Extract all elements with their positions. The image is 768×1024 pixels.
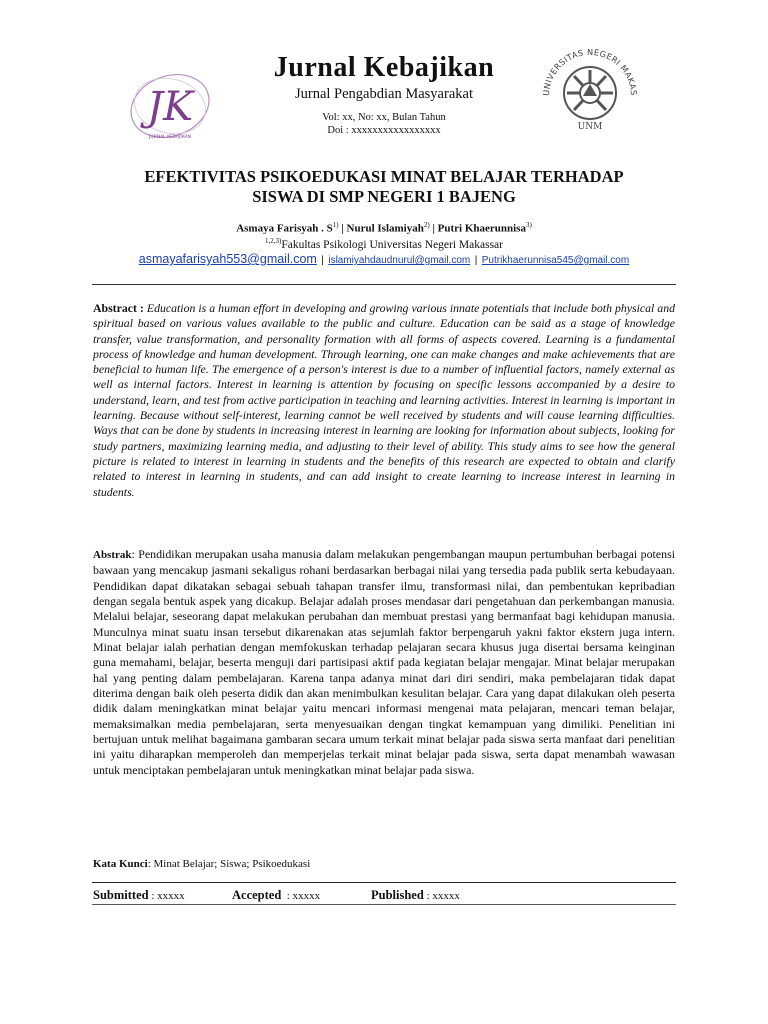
- divider-top: [92, 284, 676, 285]
- keywords-sep: :: [147, 858, 154, 870]
- published-value: : xxxxx: [423, 890, 460, 902]
- author-1-sup: 1): [332, 221, 339, 229]
- journal-logo-text: JK: [147, 84, 193, 130]
- journal-title: Jurnal Kebajikan: [273, 52, 495, 83]
- university-logo-text: UNIVERSITAS NEGERI MAKAS: [540, 46, 640, 97]
- accepted-label: Accepted: [232, 888, 282, 902]
- email-link-1[interactable]: asmayafarisyah553@gmail.com: [138, 252, 317, 266]
- abstract-id-label: Abstrak: [93, 549, 132, 561]
- affiliation-sup: 1,2,3): [264, 237, 282, 245]
- paper-title-line2: SISWA DI SMP NEGERI 1 BAJENG: [252, 187, 516, 206]
- affiliation-text: Fakultas Psikologi Universitas Negeri Makassar: [281, 238, 503, 251]
- keywords-label: Kata Kunci: [93, 858, 148, 870]
- abstract-en-text: Education is a human effort in developing and growing various innate potentials that include both physical and spiritual based on various values available to the public and culture. Education can be said as a stage of knowledge transfer, value transformation, and personality formation with all forms of aspects covered. Learning is a fundamental process of knowledge and human development. Through learning, one can make changes and make achievements that are beneficial to human life. The emergence of a person's interest is due to a number of influential factors, namely external as well as internal factors. Interest in learning is attention by focusing on specific lessons accompanied by a desire to understand, learn, and test from active participation in teaching and learning activities. Interest in learning is important in learning. Because without self-interest, learning cannot be well received by students and will cause learning difficulties. Ways that can be done by students in increasing interest in learning are looking for information about subjects, looking for study partners, maximizing learning media, and adjusting to their level of ability. This study aims to see how the general picture is related to interest in learning in students and the benefits of this research are expected to obtain and clarify related to interest in learning in students, and can add insight to create learning to increase interest in learning in students.: [93, 301, 676, 499]
- accepted-field: [232, 887, 320, 904]
- email-link-3[interactable]: Putrikhaerunnisa545@gmail.com: [481, 255, 630, 266]
- abstract-id-text: Pendidikan merupakan usaha manusia dalam melakukan pengembangan maupun pertumbuhan berbagai potensi bawaan yang mencakup jasmani sekaligus rohani berdasarkan berbagai nilai yang tersedia pada publik serta kebudayaan. Pendidikan dapat dikatakan sebagai sebuah tahapan transfer ilmu, transformasi nilai, dan pembentukan kepribadian dengan segala bentuk aspek yang dicakup. Belajar adalah proses mendasar dari pengetahuan dan perkembangan manusia. Melalui belajar, seseorang dapat melakukan perubahan dan membuat prestasi yang bermanfaat bagi kehidupan manusia. Munculnya minat suatu insan tersebut dikarenakan atas sejumlah faktor berpengaruh yakni faktor ekstern juga intern. Minat belajar ialah perhatian dengan memfokuskan terhadap pelajaran secara khusus juga disertai bersama keinginan guna memahami, belajar, beserta menguji dari partisipasi aktif pada kegiatan belajar mengajar. Minat belajar merupakan hal yang penting dalam pembelajaran. Karena tanpa adanya minat dari diri sendiri, maka pembelajaran tidak dapat diterima dengan baik oleh peserta didik dan akan menimbulkan kesulitan belajar. Cara yang dapat dilakukan oleh peserta didik dalam meningkatkan minat belajar yaitu mencari informasi mengenai mata pelajaran, mencari teman belajar, memaksimalkan media pembelajaran, serta menyesuaikan dengan tingkat kemampuan yang dimiliki. Penelitian ini bertujuan untuk melihat bagaimana gambaran secara umum terkait minat belajar pada siswa serta manfaat dari penelitian ini yaitu diharapkan memperoleh dan memperjelas terkait minat belajar pada siswa, serta dapat menambah wawasan untuk menciptakan pembelajaran untuk meningkatkan minat belajar pada siswa.: [93, 547, 675, 777]
- abstract-en-sep: :: [136, 301, 147, 315]
- journal-logo-caption: JURNAL KEBAJIKAN: [148, 135, 192, 140]
- paper-title: [90, 167, 678, 207]
- keywords: [93, 857, 675, 871]
- divider-bottom: [92, 882, 676, 883]
- paper-title-line1: EFEKTIVITAS PSIKOEDUKASI MINAT BELAJAR TERHADAP: [144, 167, 624, 186]
- abstract-id-sep: :: [131, 547, 139, 561]
- submitted-field: [93, 887, 185, 904]
- published-label: Published: [371, 888, 424, 902]
- abstract-indonesian: [93, 547, 675, 778]
- journal-subtitle: Jurnal Pengabdian Masyarakat: [295, 86, 473, 102]
- doi-line: Doi : xxxxxxxxxxxxxxxxx: [327, 125, 441, 136]
- author-sep-1: |: [338, 222, 347, 235]
- divider-submission: [92, 904, 676, 905]
- keywords-text: Minat Belajar; Siswa; Psikoedukasi: [153, 858, 311, 870]
- submitted-value: : xxxxx: [148, 890, 185, 902]
- author-2-sup: 2): [423, 221, 430, 229]
- email-list: asmayafarisyah553@gmail.com | islamiyahdaudnurul@gmail.com | Putrikhaerunnisa545@gmail.com: [138, 252, 630, 266]
- volume-line: Vol: xx, No: xx, Bulan Tahun: [322, 112, 446, 123]
- published-field: [371, 887, 460, 904]
- author-list: [90, 218, 678, 236]
- author-3: Putri Khaerunnisa: [437, 222, 526, 235]
- accepted-value: : xxxxx: [281, 890, 321, 902]
- author-1: Asmaya Farisyah . S: [236, 222, 333, 235]
- affiliation: [90, 234, 678, 252]
- author-2: Nurul Islamiyah: [346, 222, 424, 235]
- university-logo-abbr: UNM: [577, 122, 603, 132]
- abstract-english: [93, 301, 675, 500]
- journal-header: [200, 52, 568, 137]
- author-3-sup: 3): [525, 221, 532, 229]
- email-link-2[interactable]: islamiyahdaudnurul@gmail.com: [328, 255, 471, 266]
- author-sep-2: |: [429, 222, 438, 235]
- university-logo: [535, 38, 645, 133]
- submitted-label: Submitted: [93, 888, 149, 902]
- abstract-en-label: Abstract: [93, 301, 137, 315]
